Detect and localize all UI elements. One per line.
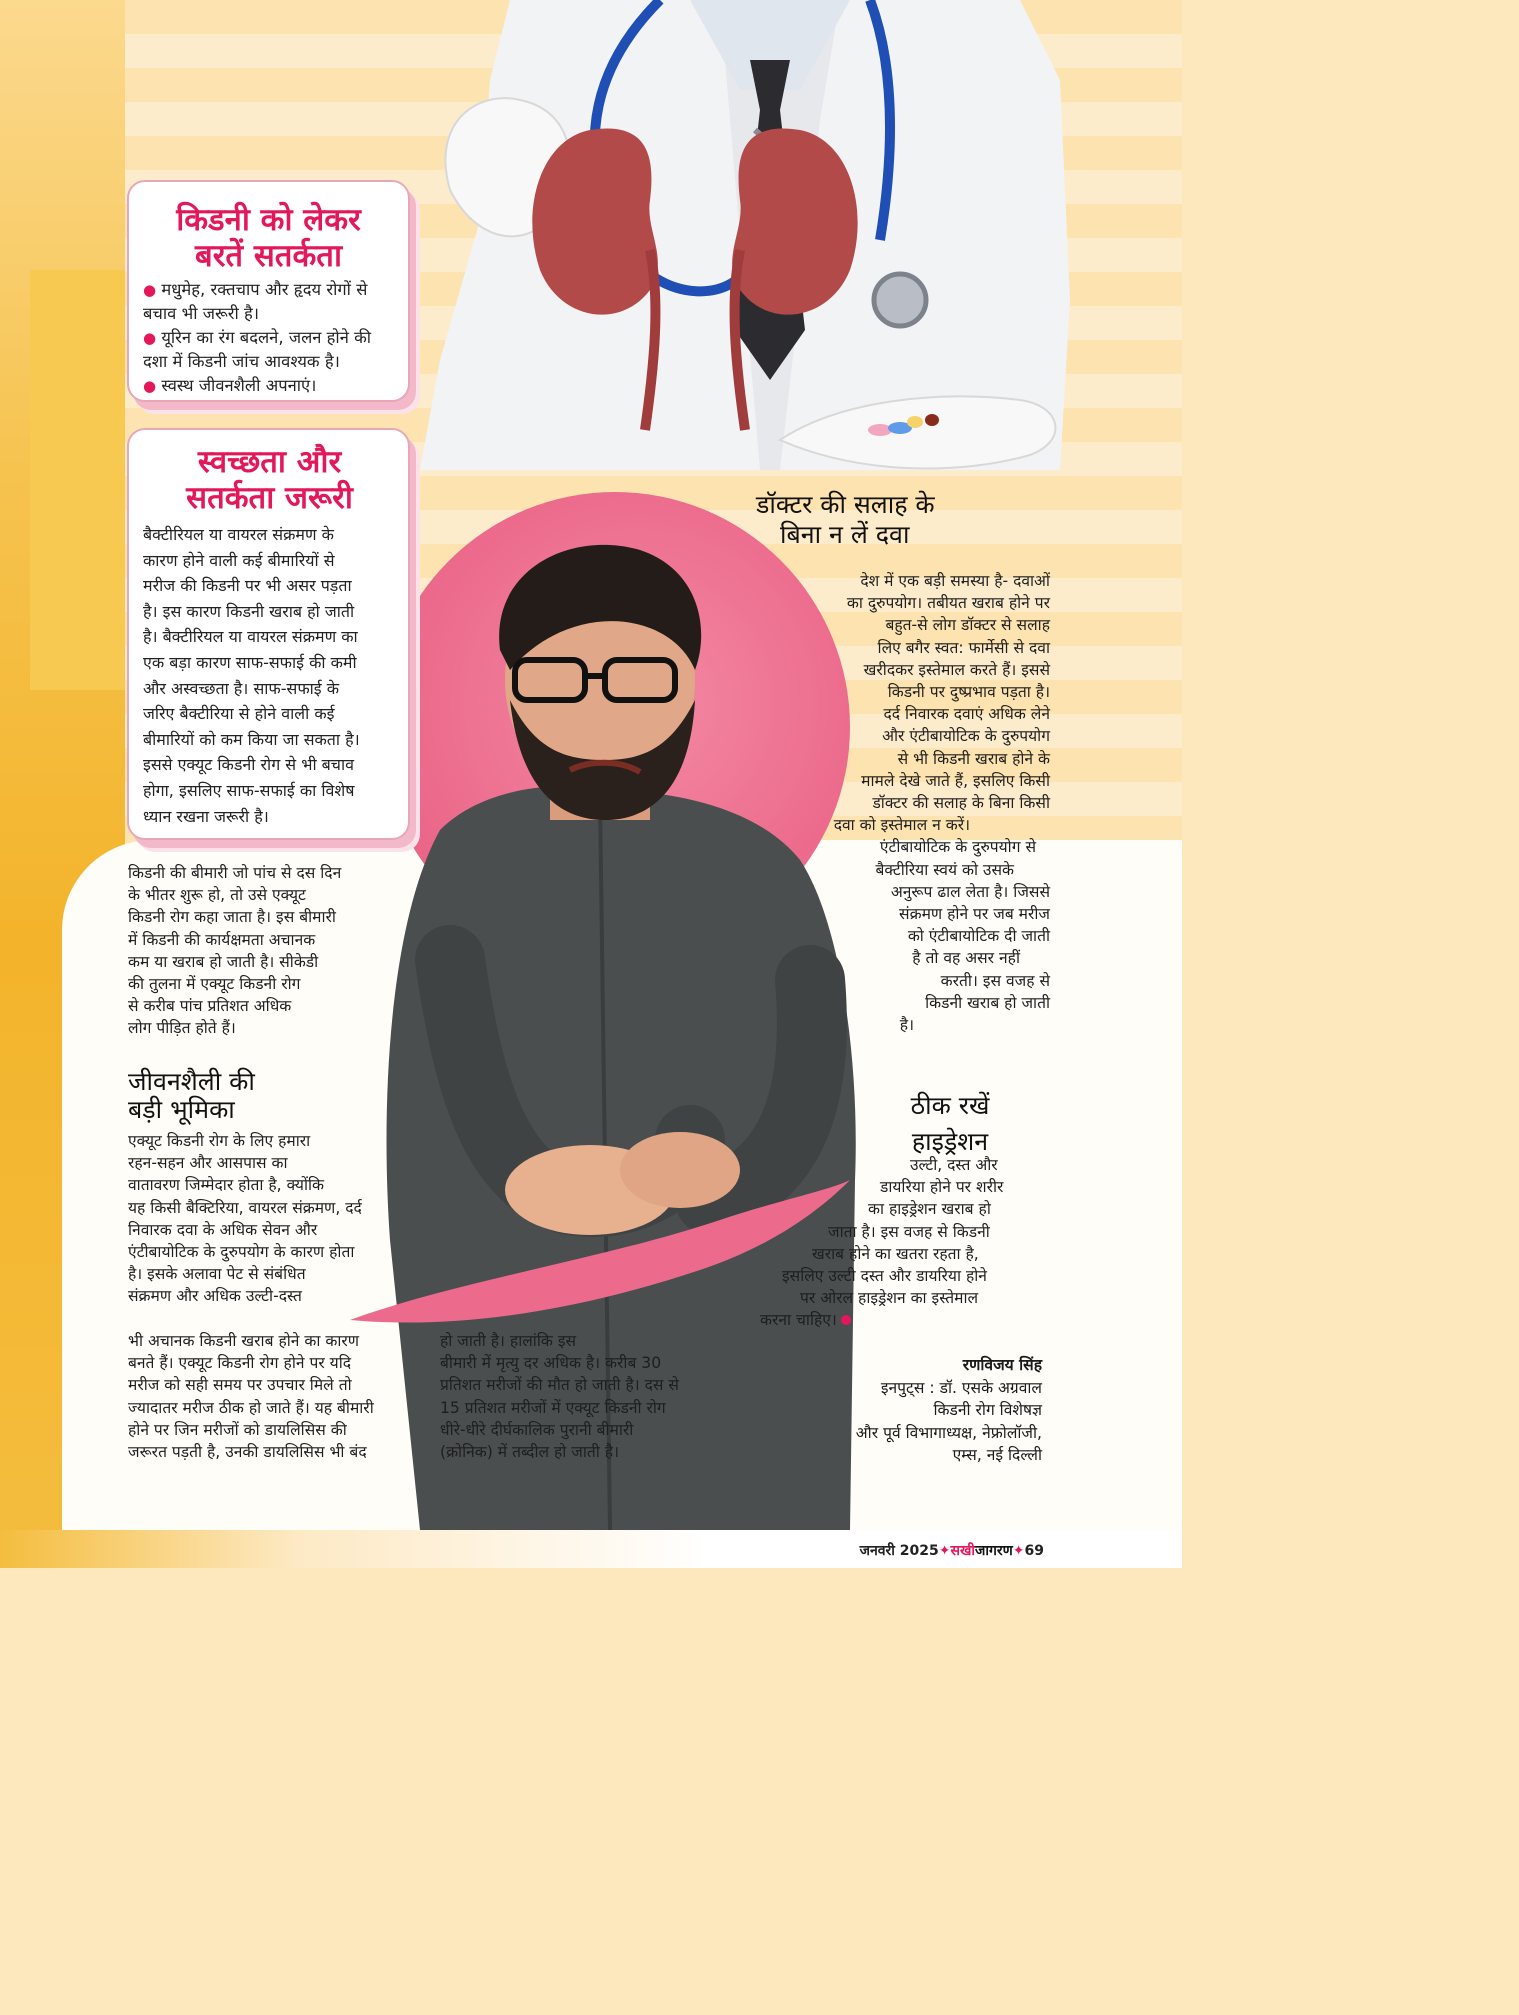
doctor-advice-line: और एंटीबायोटिक के दुरुपयोग [882,727,1050,746]
doctor-advice-line: को एंटीबायोटिक दी जाती [907,927,1050,946]
intro-line: किडनी रोग कहा जाता है। इस बीमारी [128,908,336,927]
box2-line: होगा, इसलिए साफ-सफाई का विशेष [143,780,355,800]
bullet-icon: ● [143,329,157,347]
box2-line: ध्यान रखना जरूरी है। [143,806,269,826]
footer-date: जनवरी 2025 [859,1543,939,1559]
hydration-line: इसलिए उल्टी दस्त और डायरिया होने [782,1267,987,1286]
doctor-advice-line: लिए बगैर स्वत: फार्मेसी से दवा [877,638,1050,657]
doctor-advice-line: है। [899,1016,914,1035]
box2-line: बीमारियों को कम किया जा सकता है। [143,729,360,749]
box2-line: और अस्वच्छता है। साफ-सफाई के [143,678,340,698]
intro-line: की तुलना में एक्यूट किडनी रोग [128,975,301,994]
star-icon: ✦ [938,1543,951,1559]
doctor-advice-line: डॉक्टर की सलाह के बिना किसी [872,794,1050,813]
hydration-line: उल्टी, दस्त और [910,1156,998,1174]
box2-line: कारण होने वाली कई बीमारियों से [143,550,335,570]
box1-title-line1: किडनी को लेकर [176,202,361,238]
hydration-line: करना चाहिए। [760,1311,837,1330]
star-icon: ✦ [1012,1543,1025,1559]
lifestyle-line: जरूरत पड़ती है, उनकी डायलिसिस भी बंद [128,1443,367,1462]
box1-title [143,202,394,274]
box2-line: मरीज की किडनी पर भी असर पड़ता [143,576,352,596]
box2-text [143,522,396,829]
doctor-advice-heading-line2: बिना न लें दवा [780,520,910,549]
end-mark-icon [841,1315,851,1325]
lifestyle-heading-line2: बड़ी भूमिका [128,1095,235,1124]
hydration-line: जाता है। इस वजह से किडनी [828,1222,990,1241]
hydration-heading-line1: ठीक रखें [910,1091,990,1120]
doctor-advice-line: बैक्टीरिया स्वयं को उसके [875,860,1014,879]
doctor-advice-line: करती। इस वजह से [940,971,1050,990]
lifestyle-line: है। इसके अलावा पेट से संबंधित [128,1265,306,1284]
box1-line: मधुमेह, रक्तचाप और हृदय रोगों से [161,280,368,299]
middle-line: 15 प्रतिशत मरीजों में एक्यूट किडनी रोग [440,1398,666,1417]
lifestyle-line: एंटीबायोटिक के दुरुपयोग के कारण होता [128,1243,355,1262]
lifestyle-line: यह किसी बैक्टिरिया, वायरल संक्रमण, दर्द [128,1198,362,1217]
box2-line: इससे एक्यूट किडनी रोग से भी बचाव [143,755,355,775]
middle-line: हो जाती है। हालांकि इस [440,1332,577,1350]
doctor-advice-line: दवा को इस्तेमाल न करें। [833,816,970,835]
doctor-advice-line: संक्रमण होने पर जब मरीज [899,905,1050,924]
intro-paragraph [128,862,388,1040]
hydration-heading-line2: हाइड्रेशन [911,1127,989,1156]
middle-paragraph [440,1330,720,1463]
doctor-advice-line: देश में एक बड़ी समस्या है- दवाओं [860,572,1050,590]
box1-line: स्वस्थ जीवनशैली अपनाएं। [161,376,317,395]
intro-line: लोग पीड़ित होते हैं। [128,1019,236,1038]
byline [856,1354,1042,1467]
middle-line: प्रतिशत मरीजों की मौत हो जाती है। दस से [440,1376,679,1395]
page-footer [860,1541,1044,1560]
lifestyle-paragraph [128,1130,428,1308]
footer-brand-part2: जागरण [975,1543,1013,1559]
intro-line: से करीब पांच प्रतिशत अधिक [128,997,292,1016]
footer-brand [950,1543,1012,1559]
page-number: 69 [1024,1543,1044,1559]
hydration-paragraph [760,1154,1060,1332]
expert-institution: एम्स, नई दिल्ली [952,1446,1042,1465]
box2-title [143,444,396,516]
footer-brand-part1: सखी [950,1543,976,1559]
lifestyle-heading-line1: जीवनशैली की [128,1067,255,1096]
lifestyle-heading [128,1068,255,1124]
bullet-icon: ● [143,377,157,395]
lifestyle-line: वातावरण जिम्मेदार होता है, क्योंकि [128,1176,325,1195]
hydration-line: खराब होने का खतरा रहता है, [812,1244,979,1263]
hygiene-caution-box [127,428,410,840]
box2-title-line1: स्वच्छता और [197,444,342,480]
doctor-advice-line: है तो वह असर नहीं [912,949,1020,968]
middle-line: धीरे-धीरे दीर्घकालिक पुरानी बीमारी [440,1420,634,1439]
doctor-advice-paragraph [770,570,1050,1036]
middle-line: बीमारी में मृत्यु दर अधिक है। करीब 30 [440,1354,662,1373]
lifestyle-line: एक्यूट किडनी रोग के लिए हमारा [128,1132,311,1150]
box2-line: बैक्टीरियल या वायरल संक्रमण के [143,525,334,544]
box2-line: है। बैक्टीरियल या वायरल संक्रमण का [143,627,358,647]
inputs-credit: इनपुट्स : डॉ. एसके अग्रवाल [880,1378,1042,1397]
intro-line: कम या खराब हो जाती है। सीकेडी [128,952,319,971]
lifestyle-line: ज्यादातर मरीज ठीक हो जाते हैं। यह बीमारी [128,1398,374,1417]
middle-line: (क्रोनिक) में तब्दील हो जाती है। [440,1443,619,1462]
box2-line: एक बड़ा कारण साफ-सफाई की कमी [143,652,357,672]
hydration-line: डायरिया होने पर शरीर [880,1178,1004,1197]
bullet-icon: ● [143,281,157,299]
doctor-advice-heading [756,490,935,550]
doctor-advice-line: बहुत-से लोग डॉक्टर से सलाह [885,616,1050,635]
expert-department: और पूर्व विभागाध्यक्ष, नेफ्रोलॉजी, [855,1423,1042,1442]
box2-title-line2: सतर्कता जरूरी [186,480,353,516]
lifestyle-line: रहन-सहन और आसपास का [128,1154,288,1173]
doctor-advice-line: मामले देखे जाते हैं, इसलिए किसी [861,771,1050,790]
intro-line: के भीतर शुरू हो, तो उसे एक्यूट [128,886,306,905]
doctor-advice-line: से भी किडनी खराब होने के [897,749,1050,768]
hydration-line: पर ओरल हाइड्रेशन का इस्तेमाल [800,1289,979,1308]
doctor-advice-line: अनुरूप ढाल लेता है। जिससे [890,882,1050,901]
intro-line: किडनी की बीमारी जो पांच से दस दिन [128,864,342,882]
hydration-heading [895,1088,1005,1160]
doctor-advice-line: किडनी खराब हो जाती [925,993,1050,1012]
box1-line: दशा में किडनी जांच आवश्यक है। [143,352,340,371]
intro-line: में किडनी की कार्यक्षमता अचानक [128,930,316,949]
box1-line: यूरिन का रंग बदलने, जलन होने की [161,328,372,347]
kidney-caution-box [127,180,410,402]
box1-text [143,278,394,398]
box2-line: है। इस कारण किडनी खराब हो जाती [143,601,355,621]
doctor-advice-line: का दुरुपयोग। तबीयत खराब होने पर [846,594,1050,613]
doctor-advice-line: किडनी पर दुष्प्रभाव पड़ता है। [887,683,1050,702]
box1-line: बचाव भी जरूरी है। [143,304,260,323]
lifestyle-paragraph-continued [128,1330,428,1463]
lifestyle-line: मरीज को सही समय पर उपचार मिले तो [128,1376,352,1395]
hydration-line: का हाइड्रेशन खराब हो [868,1200,991,1219]
lifestyle-line: भी अचानक किडनी खराब होने का कारण [128,1332,360,1350]
doctor-advice-heading-line1: डॉक्टर की सलाह के [756,490,935,519]
author-name: रणविजय सिंह [962,1356,1042,1374]
lifestyle-line: संक्रमण और अधिक उल्टी-दस्त [128,1287,302,1306]
doctor-advice-line: दर्द निवारक दवाएं अधिक लेने [883,705,1050,724]
expert-role: किडनी रोग विशेषज्ञ [933,1401,1042,1420]
lifestyle-line: होने पर जिन मरीजों को डायलिसिस की [128,1420,347,1439]
box1-title-line2: बरतें सतर्कता [195,238,342,274]
hydration-last-line [760,1309,1060,1331]
doctor-holding-kidneys-image [420,0,1120,490]
box2-line: जरिए बैक्टीरिया से होने वाली कई [143,704,335,724]
doctor-advice-line: खरीदकर इस्तेमाल करते हैं। इससे [863,660,1050,679]
lifestyle-line: बनते हैं। एक्यूट किडनी रोग होने पर यदि [128,1354,352,1373]
lifestyle-line: निवारक दवा के अधिक सेवन और [128,1220,318,1239]
doctor-advice-line: एंटीबायोटिक के दुरुपयोग से [879,838,1036,857]
